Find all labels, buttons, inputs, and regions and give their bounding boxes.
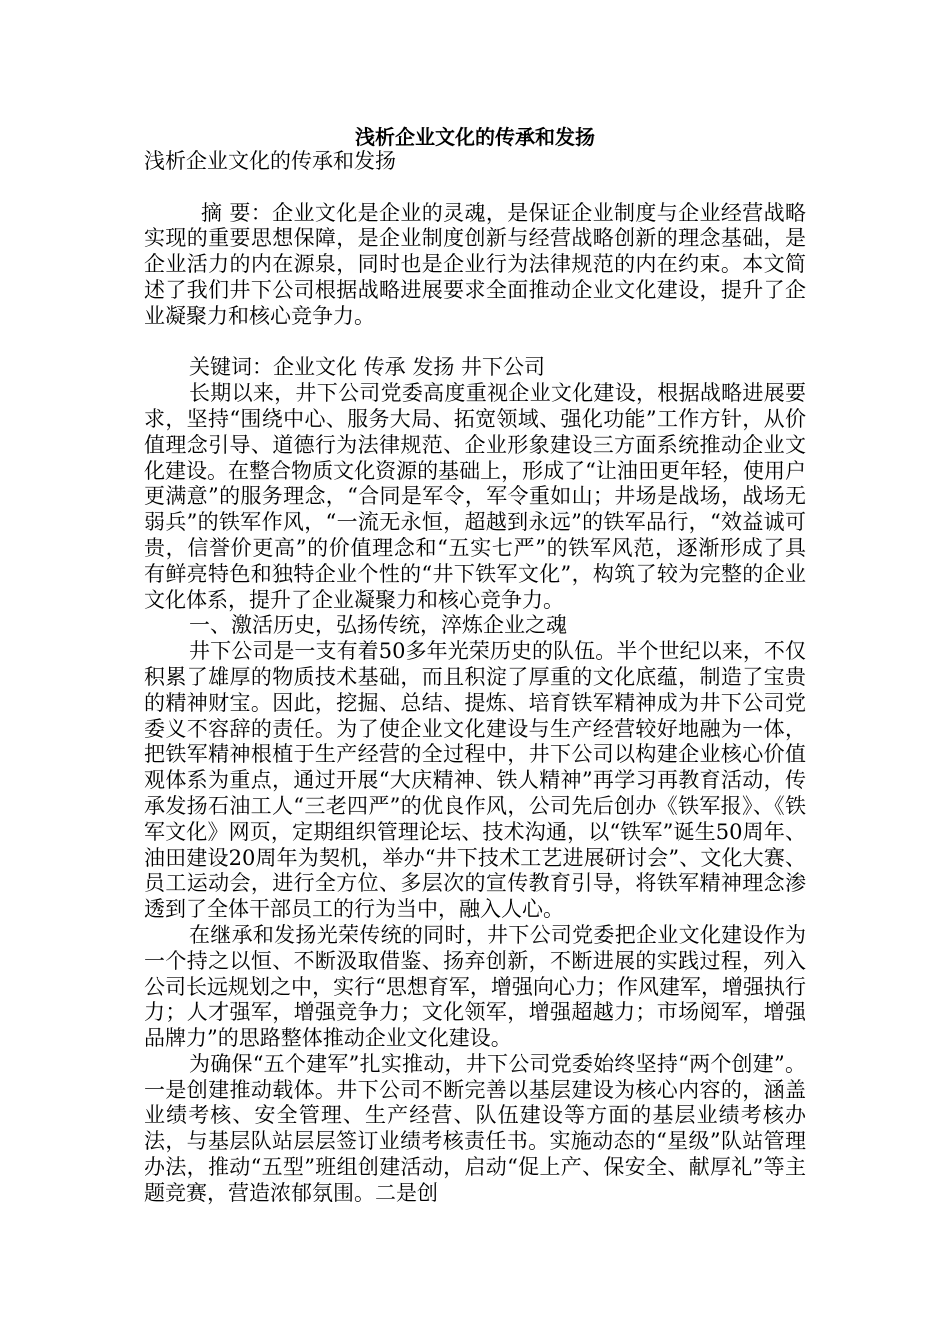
- document-subtitle: 浅析企业文化的传承和发扬: [144, 149, 396, 173]
- body-paragraph: 在继承和发扬光荣传统的同时，井下公司党委把企业文化建设作为一个持之以恒、不断汲取借鉴、扬弃创新，不断进展的实践过程，列入公司长远规划之中，实行“思想育军，增强向心力；作风建军，增强执行力；人才强军，增强竞争力；文化领军，增强超越力；市场阅军，增强品牌力”的思路整体推动企业文化建设。: [144, 922, 806, 1051]
- section-heading: 一、激活历史，弘扬传统，淬炼企业之魂: [189, 613, 567, 638]
- document-title: 浅析企业文化的传承和发扬: [355, 125, 595, 149]
- keywords-line: 关键词：企业文化 传承 发扬 井下公司: [189, 355, 546, 380]
- body-paragraph: 长期以来，井下公司党委高度重视企业文化建设，根据战略进展要求，坚持“围绕中心、服务大局、拓宽领域、强化功能”工作方针，从价值理念引导、道德行为法律规范、企业形象建设三方面系统推动企业文化建设。在整合物质文化资源的基础上，形成了“让油田更年轻，使用户更满意”的服务理念，“合同是军令，军令重如山；井场是战场，战场无弱兵”的铁军作风，“一流无永恒，超越到永远”的铁军品行，“效益诚可贵，信誉价更高”的价值理念和“五实七严”的铁军风范，逐渐形成了具有鲜亮特色和独特企业个性的“井下铁军文化”，构筑了较为完整的企业文化体系，提升了企业凝聚力和核心竞争力。: [144, 381, 806, 612]
- abstract-paragraph: 摘 要：企业文化是企业的灵魂，是保证企业制度与企业经营战略实现的重要思想保障，是企业制度创新与经营战略创新的理念基础，是企业活力的内在源泉，同时也是企业行为法律规范的内在约束。本文简述了我们井下公司根据战略进展要求全面推动企业文化建设，提升了企业凝聚力和核心竞争力。: [144, 200, 806, 328]
- document-body: [144, 149, 806, 1207]
- body-paragraph: 井下公司是一支有着50多年光荣历史的队伍。半个世纪以来，不仅积累了雄厚的物质技术基础，而且积淀了厚重的文化底蕴，制造了宝贵的精神财宝。因此，挖掘、总结、提炼、培育铁军精神成为井下公司党委义不容辞的责任。为了使企业文化建设与生产经营较好地融为一体，把铁军精神根植于生产经营的全过程中，井下公司以构建企业核心价值观体系为重点，通过开展“大庆精神、铁人精神”再学习再教育活动，传承发扬石油工人“三老四严”的优良作风，公司先后创办《铁军报》、《铁军文化》网页，定期组织管理论坛、技术沟通，以“铁军”诞生50周年、油田建设20周年为契机，举办“井下技术工艺进展研讨会”、文化大赛、员工运动会，进行全方位、多层次的宣传教育引导，将铁军精神理念渗透到了全体干部员工的行为当中，融入人心。: [144, 639, 806, 922]
- body-paragraph: 为确保“五个建军”扎实推动，井下公司党委始终坚持“两个创建”。一是创建推动载体。井下公司不断完善以基层建设为核心内容的，涵盖业绩考核、安全管理、生产经营、队伍建设等方面的基层业绩考核办法，与基层队站层层签订业绩考核责任书。实施动态的“星级”队站管理办法，推动“五型”班组创建活动，启动“促上产、保安全、献厚礼”等主题竞赛，营造浓郁氛围。二是创: [144, 1051, 806, 1205]
- blank-line: [144, 330, 806, 356]
- blank-line: [144, 175, 806, 201]
